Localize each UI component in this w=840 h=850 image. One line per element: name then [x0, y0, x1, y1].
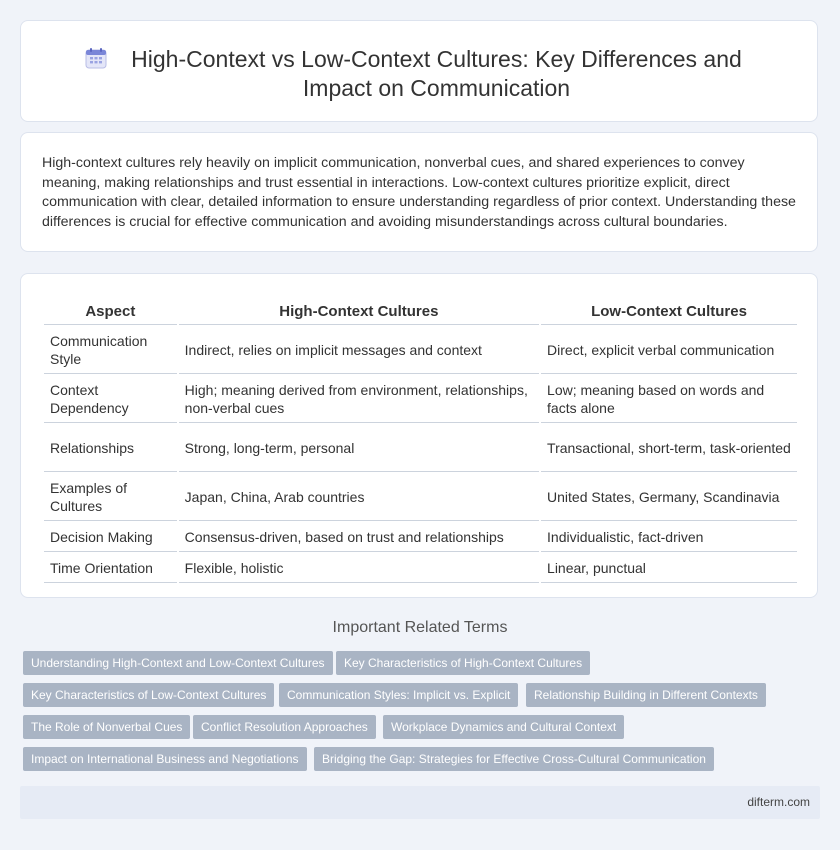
- cell-high: Japan, China, Arab countries: [179, 474, 539, 521]
- cell-aspect: Relationships: [44, 425, 177, 472]
- page-title: High-Context vs Low-Context Cultures: Key Differences and Impact on Communication: [131, 46, 742, 101]
- header-aspect: Aspect: [44, 296, 177, 325]
- related-term-tag[interactable]: Impact on International Business and Negotiations: [23, 747, 307, 771]
- cell-high: Indirect, relies on implicit messages and context: [179, 327, 539, 374]
- cell-high: Flexible, holistic: [179, 554, 539, 583]
- cell-low: Individualistic, fact-driven: [541, 523, 797, 552]
- table-row: [44, 327, 797, 374]
- table-header-row: [44, 296, 797, 325]
- table-row: [44, 523, 797, 552]
- cell-aspect: Examples of Cultures: [44, 474, 177, 521]
- footer: [20, 786, 820, 819]
- cell-low: United States, Germany, Scandinavia: [541, 474, 797, 521]
- related-term-tag[interactable]: Relationship Building in Different Contexts: [526, 683, 766, 707]
- related-term-tag[interactable]: Bridging the Gap: Strategies for Effective Cross-Cultural Communication: [314, 747, 714, 771]
- cell-low: Direct, explicit verbal communication: [541, 327, 797, 374]
- related-terms-heading: Important Related Terms: [332, 619, 508, 636]
- related-term-tag[interactable]: The Role of Nonverbal Cues: [23, 715, 190, 739]
- cell-low: Transactional, short-term, task-oriented: [541, 425, 797, 472]
- header-low-context: Low-Context Cultures: [541, 296, 797, 325]
- table-row: [44, 425, 797, 472]
- footer-site-link[interactable]: difterm.com: [747, 795, 810, 809]
- related-term-tag[interactable]: Workplace Dynamics and Cultural Context: [383, 715, 624, 739]
- table-row: [44, 474, 797, 521]
- related-term-tag[interactable]: Understanding High-Context and Low-Context Cultures: [23, 651, 333, 675]
- table-row: [44, 554, 797, 583]
- comparison-table: [42, 294, 799, 585]
- cell-high: Consensus-driven, based on trust and relationships: [179, 523, 539, 552]
- title-card: [20, 20, 818, 122]
- cell-low: Low; meaning based on words and facts alone: [541, 376, 797, 423]
- related-term-tag[interactable]: Communication Styles: Implicit vs. Explicit: [279, 683, 518, 707]
- cell-aspect: Communication Style: [44, 327, 177, 374]
- related-term-tag[interactable]: Key Characteristics of Low-Context Cultures: [23, 683, 274, 707]
- cell-aspect: Context Dependency: [44, 376, 177, 423]
- cell-aspect: Time Orientation: [44, 554, 177, 583]
- cell-aspect: Decision Making: [44, 523, 177, 552]
- intro-card: [20, 132, 818, 252]
- related-term-tag[interactable]: Key Characteristics of High-Context Cultures: [336, 651, 590, 675]
- comparison-card: [20, 273, 818, 598]
- intro-paragraph: High-context cultures rely heavily on implicit communication, nonverbal cues, and shared experiences to convey meaning, making relationships and trust essential in interactions. Low-context cultures prioritize explicit, direct communication with clear, detailed information to ensure understanding regardless of prior context. Understanding these differences is crucial for effective communication and avoiding misunderstandings across cultural boundaries.: [42, 155, 796, 230]
- header-high-context: High-Context Cultures: [179, 296, 539, 325]
- cell-high: High; meaning derived from environment, relationships, non-verbal cues: [179, 376, 539, 423]
- table-row: [44, 376, 797, 423]
- cell-high: Strong, long-term, personal: [179, 425, 539, 472]
- cell-low: Linear, punctual: [541, 554, 797, 583]
- related-term-tag[interactable]: Conflict Resolution Approaches: [193, 715, 376, 739]
